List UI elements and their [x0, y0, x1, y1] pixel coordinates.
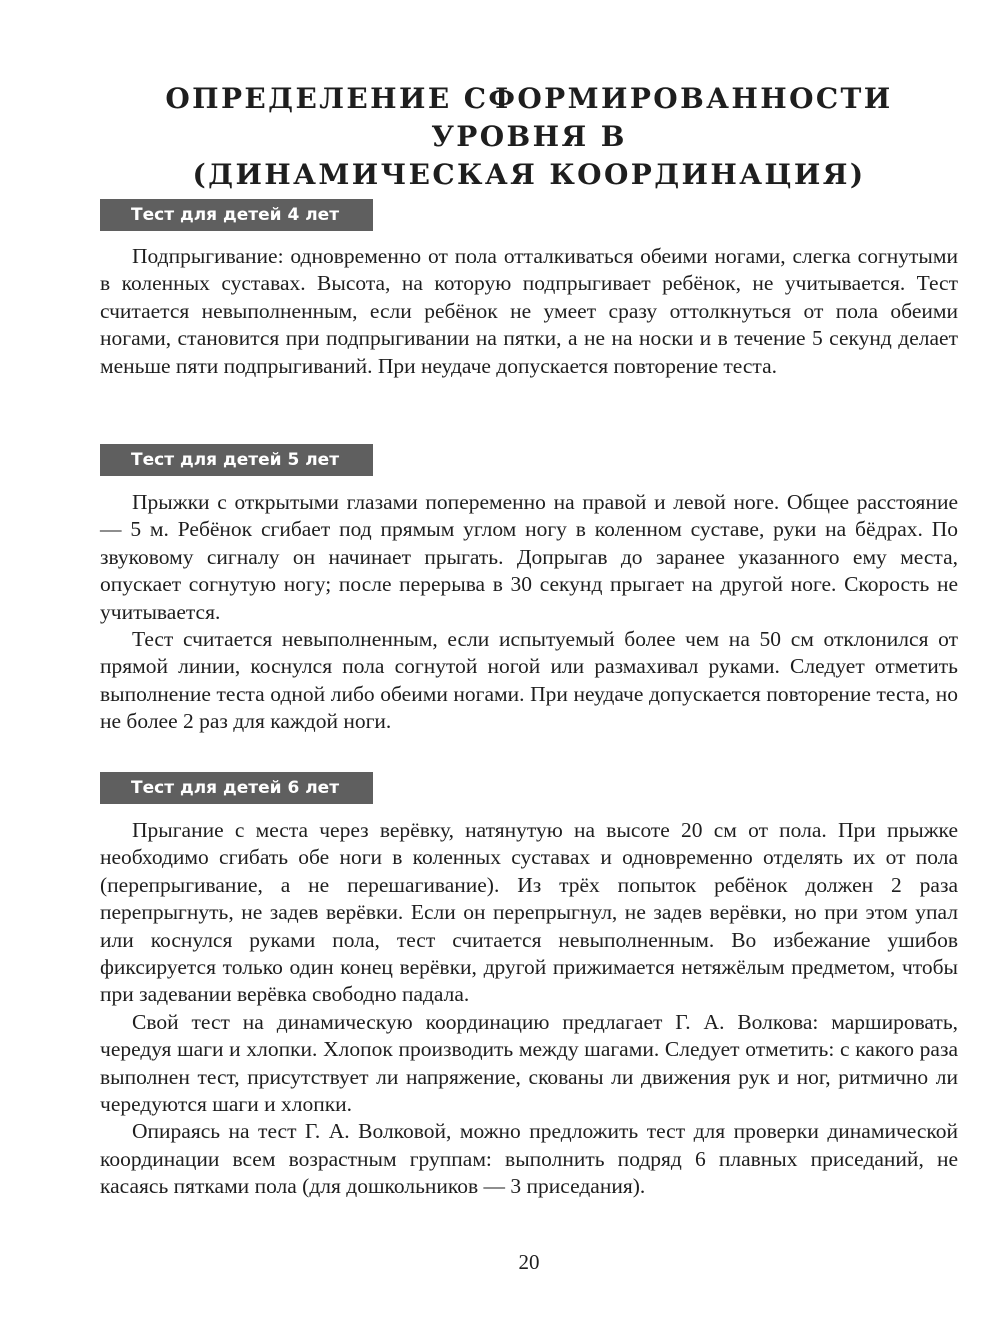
paragraph: Прыгание с места через верёвку, натянутую на высоте 20 см от пола. При прыжке необходимо сгибать обе ноги в коленных суставах и одновременно отделять их от пола (перепрыгивание, а не перешагивание). Из трёх попыток ребёнок должен 2 раза перепрыгнуть, не задев верёвки. Если он перепрыгнул, не задев верёвки, но при этом упал или коснулся руками пола, тест считается невыполненным. Во избежание ушибов фиксируется только один конец верёвки, другой прижимается нетяжёлым предметом, чтобы при задевании верёвка свободно падала.: [100, 818, 958, 1007]
page-title: [100, 80, 958, 194]
section-label-age-4: Тест для детей 4 лет: [100, 199, 373, 231]
title-line-2: (ДИНАМИЧЕСКАЯ КООРДИНАЦИЯ): [192, 158, 866, 191]
page-number: 20: [518, 1250, 540, 1274]
paragraph: Тест считается невыполненным, если испытуемый более чем на 50 см отклонился от прямой линии, коснулся пола согнутой ногой или размахивал руками. Следует отметить выполнение теста одной либо обеими ногами. При неудаче допускается повторение теста, но не более 2 раз для каждой ноги.: [100, 627, 958, 734]
section-text-age-5: [100, 489, 958, 736]
paragraph: Свой тест на динамическую координацию предлагает Г. А. Волкова: маршировать, чередуя шаги и хлопки. Хлопок производить между шагами. Следует отметить: с какого раза выполнен тест, присутствует ли напряжение, скованы ли движения рук и ног, ритмично ли чередуются шаги и хлопки.: [100, 1009, 958, 1117]
title-line-1: ОПРЕДЕЛЕНИЕ СФОРМИРОВАННОСТИ УРОВНЯ В: [165, 82, 893, 153]
section-label-age-6: Тест для детей 6 лет: [100, 772, 373, 804]
paragraph: Опираясь на тест Г. А. Волковой, можно предложить тест для проверки динамической координации всем возрастным группам: выполнить подряд 6 плавных приседаний, не касаясь пятками пола (для дошкольников — 3 приседания).: [100, 1119, 958, 1199]
section-text-age-6: [100, 817, 958, 1201]
paragraph: Прыжки с открытыми глазами попеременно на правой и левой ноге. Общее расстояние — 5 м. Ребёнок сгибает под прямым углом ногу в коленном суставе, руки на бёдрах. По звуковому сигналу он начинает прыгать. Допрыгав до заранее указанного ему места, опускает согнутую ногу; после перерыва в 30 секунд прыгает на другой ноге. Скорость не учитывается.: [100, 490, 958, 624]
section-label-age-5: Тест для детей 5 лет: [100, 444, 373, 476]
section-text-age-4: [100, 243, 958, 380]
paragraph: Подпрыгивание: одновременно от пола отталкиваться обеими ногами, слегка согнутыми в коленных суставах. Высота, на которую подпрыгивает ребёнок, не учитывается. Тест считается невыполненным, если ребёнок не умеет сразу оттолкнуться от пола обеими ногами, становится при подпрыгивании на пятки, а не на носки и в течение 5 секунд делает меньше пяти подпрыгиваний. При неудаче допускается повторение теста.: [100, 244, 958, 378]
